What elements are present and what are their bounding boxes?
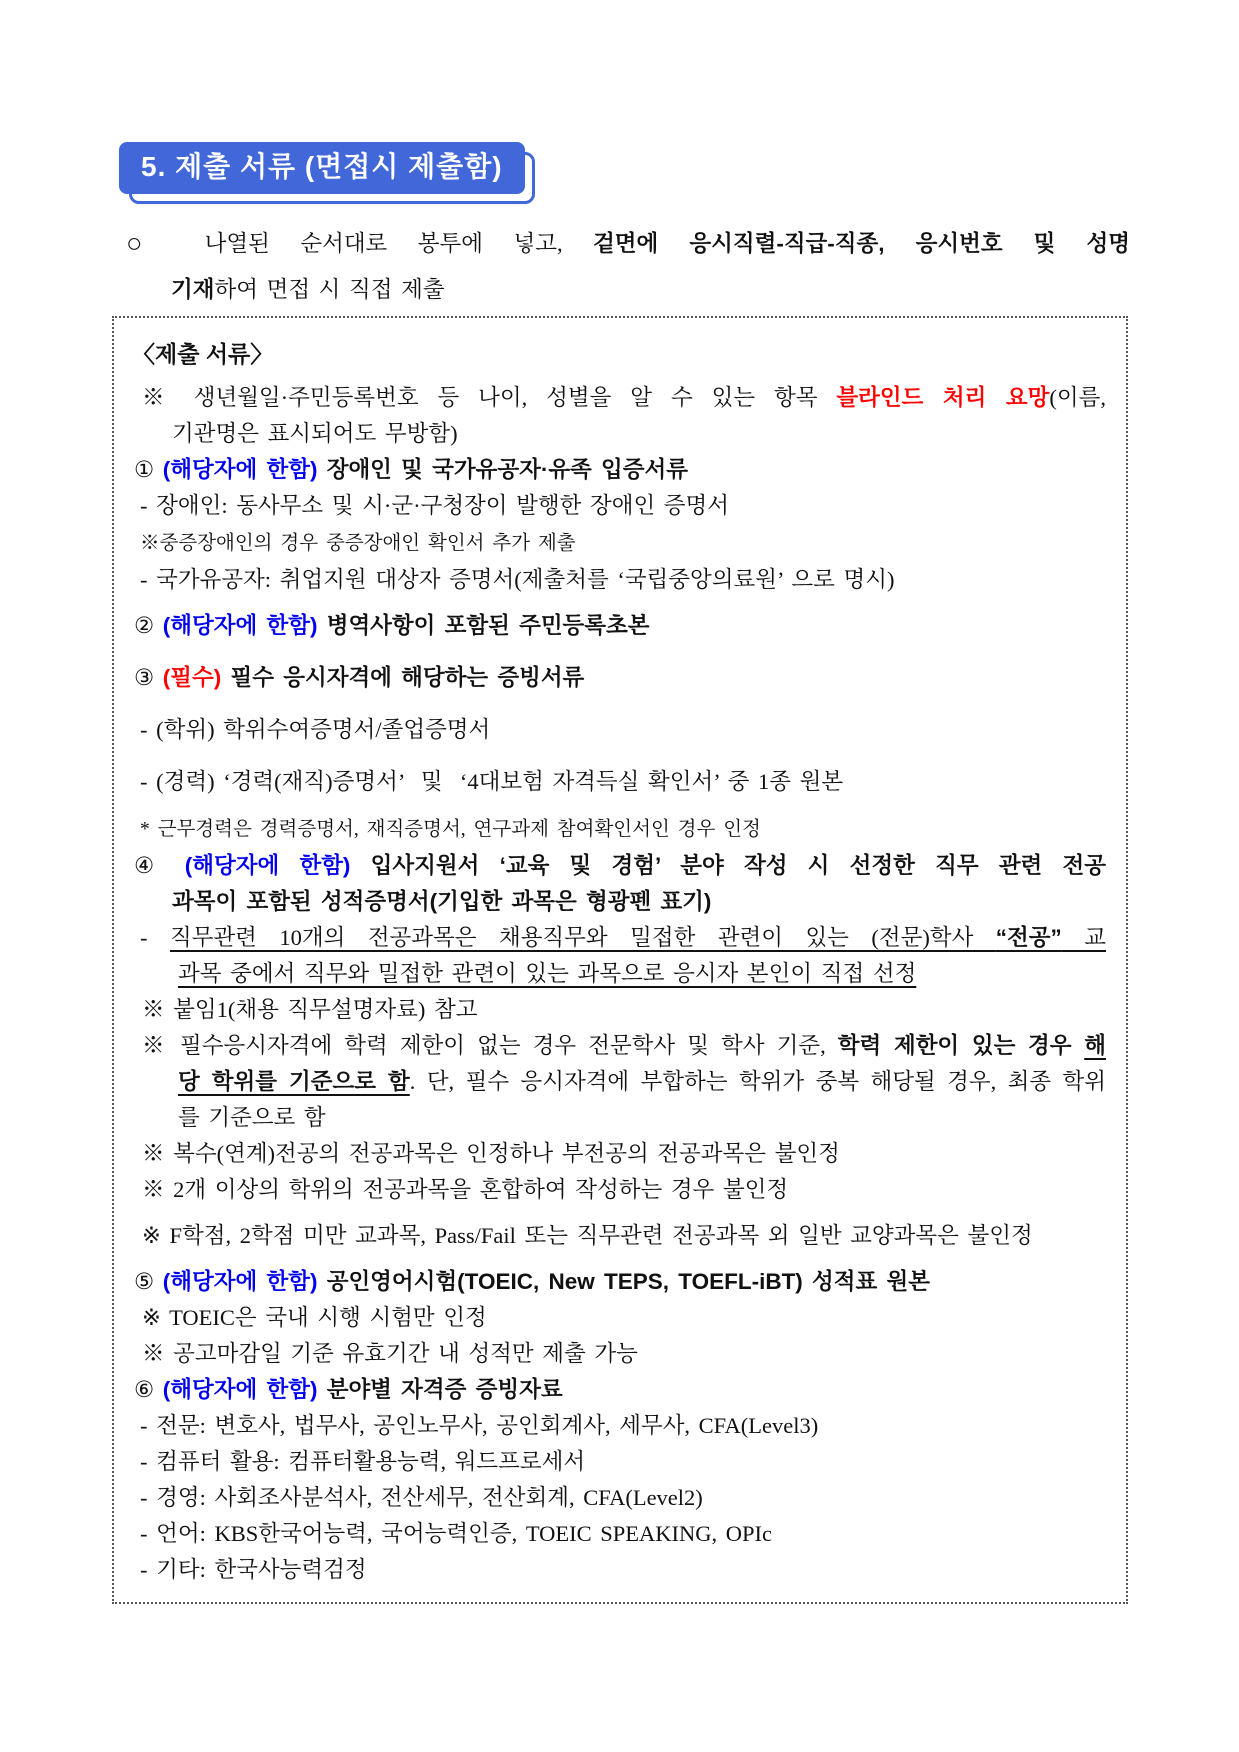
- text-line: [132, 923, 1106, 953]
- text-segment: ※ 2개 이상의 학위의 전공과목을 혼합하여 작성하는 경우 불인정: [142, 1177, 789, 1202]
- text-segment: 기재: [171, 277, 215, 302]
- text-segment: - 국가유공자: 취업지원 대상자 증명서(제출처를 ‘국립중앙의료원’ 으로 명시): [140, 567, 895, 592]
- text-segment: 분야별 자격증 증빙자료: [326, 1377, 563, 1402]
- submission-documents-box: [112, 316, 1128, 1604]
- text-segment: ※ 붙임1(채용 직무설명자료) 참고: [142, 997, 478, 1022]
- text-line: [132, 611, 1106, 641]
- text-segment: ②: [134, 613, 163, 638]
- text-line: [132, 1103, 1106, 1133]
- text-segment: - 기타: 한국사능력검정: [140, 1557, 367, 1582]
- text-line: [132, 491, 1106, 521]
- text-line: [132, 959, 1106, 989]
- text-segment: ※ 복수(연계)전공의 전공과목은 인정하나 부전공의 전공과목은 불인정: [142, 1141, 840, 1166]
- text-segment: 병역사항이 포함된 주민등록초본: [326, 613, 650, 638]
- text-segment: ※ 공고마감일 기준 유효기간 내 성적만 제출 가능: [142, 1341, 638, 1366]
- text-segment: ③: [134, 665, 163, 690]
- text-line: [132, 813, 1106, 845]
- text-segment: (해당자에 한함): [162, 613, 327, 638]
- text-line: [132, 455, 1106, 485]
- text-line: [132, 1303, 1106, 1333]
- text-segment: 필수 응시자격에 해당하는 증빙서류: [230, 665, 585, 690]
- box-content: [132, 383, 1106, 1585]
- text-segment: 하여 면접 시 직접 제출: [214, 277, 445, 302]
- circle-bullet: ○: [126, 228, 165, 258]
- text-segment: ⑤: [134, 1269, 163, 1294]
- text-segment: * 근무경력은 경력증명서, 재직증명서, 연구과제 참여확인서인 경우 인정: [140, 819, 761, 840]
- text-line: [132, 1375, 1106, 1405]
- section-header-badge: [119, 142, 525, 194]
- text-segment: ①: [134, 457, 163, 482]
- text-segment: - 전문: 변호사, 법무사, 공인노무사, 공인회계사, 세무사, CFA(Level3): [140, 1413, 819, 1438]
- text-segment: ※ F학점, 2학점 미만 교과목, Pass/Fail 또는 직무관련 전공과목 외 일반 교양과목은 불인정: [142, 1223, 1033, 1248]
- text-line: [132, 527, 1106, 559]
- text-segment: “전공”: [995, 925, 1062, 950]
- text-line: [132, 1411, 1106, 1441]
- text-line: [132, 1221, 1106, 1251]
- text-line: [132, 715, 1106, 745]
- text-line: [132, 565, 1106, 595]
- text-line: [132, 1139, 1106, 1169]
- text-segment: (해당자에 한함): [162, 1269, 327, 1294]
- text-segment: (해당자에 한함): [162, 1377, 327, 1402]
- text-segment: (해당자에 한함): [162, 457, 327, 482]
- text-segment: 장애인 및 국가유공자·유족 입증서류: [326, 457, 688, 482]
- text-segment: - 언어: KBS한국어능력, 국어능력인증, TOEIC SPEAKING, OPIc: [140, 1521, 773, 1546]
- text-segment: 블라인드 처리 요망: [836, 385, 1050, 410]
- text-line: [132, 1031, 1106, 1061]
- text-line: [132, 851, 1106, 881]
- text-segment: . 단, 필수 응시자격에 부합하는 학위가 중복 해당될 경우, 최종 학위: [409, 1069, 1106, 1094]
- text-segment: 직무관련 10개의 전공과목은 채용직무와 밀접한 관련이 있는 (전문)학사: [169, 925, 996, 950]
- text-segment: 를 기준으로 함: [178, 1105, 326, 1130]
- text-segment: ※ TOEIC은 국내 시행 시험만 인정: [142, 1305, 487, 1330]
- text-segment: - 장애인: 동사무소 및 시·군·구청장이 발행한 장애인 증명서: [140, 493, 730, 518]
- text-segment: -: [140, 925, 170, 950]
- text-segment: 해: [1084, 1033, 1106, 1058]
- text-line: [132, 767, 1106, 797]
- text-segment: - 컴퓨터 활용: 컴퓨터활용능력, 워드프로세서: [140, 1449, 586, 1474]
- text-line: [132, 1447, 1106, 1477]
- text-segment: ④: [134, 853, 185, 878]
- text-line: [132, 1555, 1106, 1585]
- text-line: [132, 995, 1106, 1025]
- text-line: [132, 1483, 1106, 1513]
- text-segment: 교: [1061, 925, 1106, 950]
- text-segment: 공인영어시험(TOEIC, New TEPS, TOEFL-iBT) 성적표 원본: [326, 1269, 930, 1294]
- intro-line-1: [126, 227, 1130, 259]
- text-segment: ※ 생년월일·주민등록번호 등 나이, 성별을 알 수 있는 항목: [142, 385, 837, 410]
- text-segment: 과목이 포함된 성적증명서(기입한 과목은 형광펜 표기): [172, 889, 712, 914]
- text-segment: 기관명은 표시되어도 무방함): [172, 421, 458, 446]
- text-segment: 과목 중에서 직무와 밀접한 관련이 있는 과목으로 응시자 본인이 직접 선정: [178, 961, 917, 986]
- text-segment: - (경력) ‘경력(재직)증명서’ 및 ‘4대보험 자격득실 확인서’ 중 1종 원본: [140, 769, 844, 794]
- text-segment: - 경영: 사회조사분석사, 전산세무, 전산회계, CFA(Level2): [140, 1485, 703, 1510]
- intro-paragraph: [126, 221, 1130, 321]
- text-line: [132, 1519, 1106, 1549]
- text-segment: (해당자에 한함): [184, 853, 371, 878]
- text-segment: 학력 제한이 있는 경우: [837, 1033, 1085, 1058]
- text-line: [132, 1267, 1106, 1297]
- box-title: 〈제출 서류〉: [132, 341, 274, 367]
- text-line: [132, 1175, 1106, 1205]
- text-segment: 겉면에 응시직렬-직급-직종, 응시번호 및 성명: [593, 231, 1130, 256]
- text-segment: (이름,: [1049, 385, 1106, 410]
- section-title: 5. 제출 서류 (면접시 제출함): [119, 142, 525, 194]
- text-line: [132, 663, 1106, 693]
- text-segment: 입사지원서 ‘교육 및 경험’ 분야 작성 시 선정한 직무 관련 전공: [370, 853, 1106, 878]
- text-segment: 당 학위를 기준으로 함: [178, 1069, 410, 1094]
- text-line: [132, 1339, 1106, 1369]
- text-line: [132, 1067, 1106, 1097]
- text-segment: ⑥: [134, 1377, 163, 1402]
- text-line: [132, 887, 1106, 917]
- text-line: [132, 419, 1106, 449]
- text-segment: 나열된 순서대로 봉투에 넣고,: [174, 231, 594, 256]
- text-segment: ※중증장애인의 경우 중증장애인 확인서 추가 제출: [140, 533, 576, 554]
- text-segment: ※ 필수응시자격에 학력 제한이 없는 경우 전문학사 및 학사 기준,: [142, 1033, 838, 1058]
- text-segment: (필수): [162, 665, 231, 690]
- text-line: [132, 383, 1106, 413]
- intro-line-2: [126, 275, 1130, 305]
- text-segment: - (학위) 학위수여증명서/졸업증명서: [140, 717, 491, 742]
